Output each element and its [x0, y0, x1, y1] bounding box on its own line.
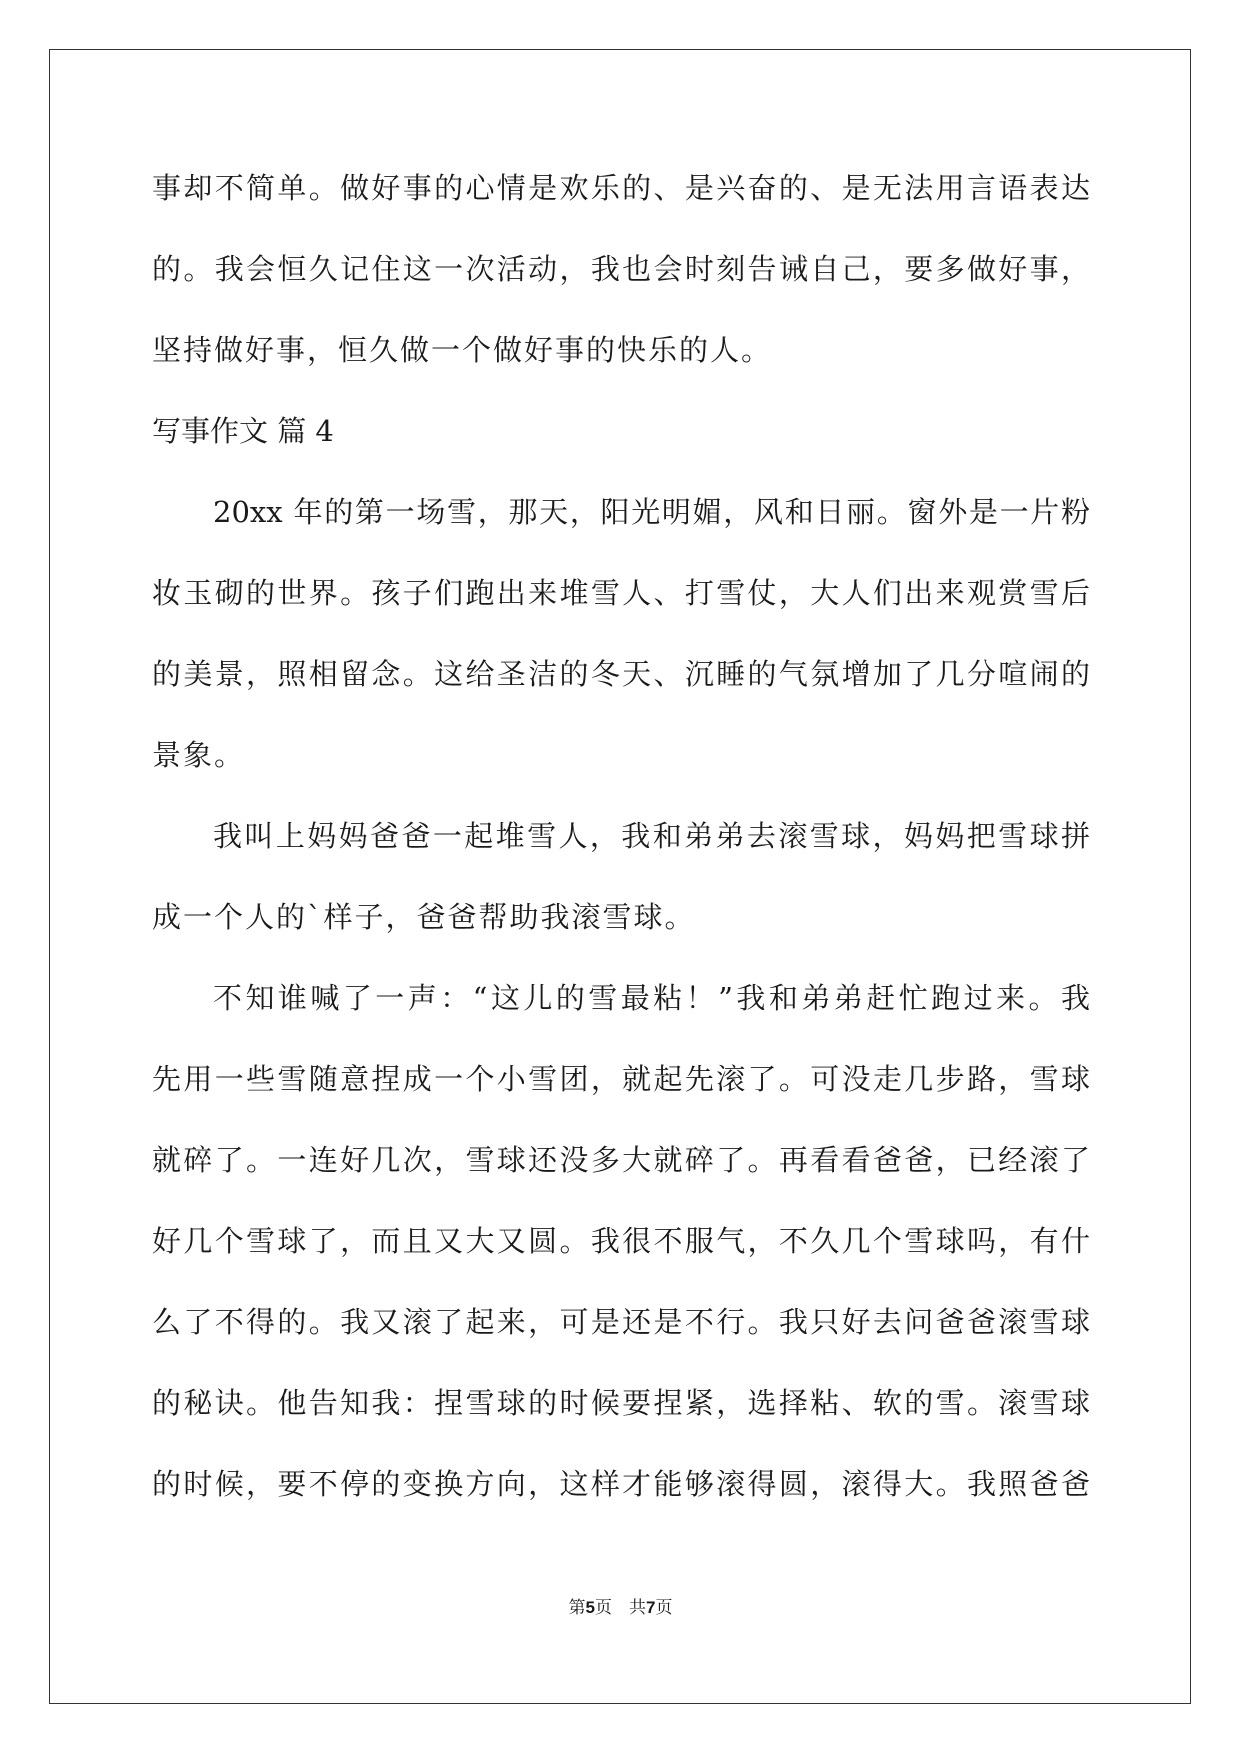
page-border	[49, 49, 1191, 1704]
footer-middle: 页 共	[595, 1598, 646, 1618]
footer-prefix: 第	[568, 1598, 586, 1618]
paragraph-line: 先用一些雪随意捏成一个小雪团，就起先滚了。可没走几步路，雪球	[152, 1062, 1090, 1096]
footer-suffix: 页	[655, 1598, 673, 1618]
section-heading: 写事作文 篇 4	[152, 414, 334, 448]
paragraph-line: 么了不得的。我又滚了起来，可是还是不行。我只好去问爸爸滚雪球	[152, 1305, 1090, 1339]
paragraph-line: 的秘诀。他告知我：捏雪球的时候要捏紧，选择粘、软的雪。滚雪球	[152, 1386, 1090, 1420]
paragraph-line: 的美景，照相留念。这给圣洁的冬天、沉睡的气氛增加了几分喧闹的	[152, 657, 1090, 691]
paragraph-line: 景象。	[152, 738, 246, 772]
paragraph-line: 20xx 年的第一场雪，那天，阳光明媚，风和日丽。窗外是一片粉	[213, 495, 1090, 529]
current-page-number: 5	[585, 1598, 595, 1617]
page-footer	[0, 1596, 1241, 1620]
paragraph-line: 的时候，要不停的变换方向，这样才能够滚得圆，滚得大。我照爸爸	[152, 1467, 1090, 1501]
paragraph-line: 妆玉砌的世界。孩子们跑出来堆雪人、打雪仗，大人们出来观赏雪后	[152, 576, 1090, 610]
paragraph-line: 就碎了。一连好几次，雪球还没多大就碎了。再看看爸爸，已经滚了	[152, 1143, 1090, 1177]
total-pages-number: 7	[646, 1598, 656, 1617]
paragraph-line: 坚持做好事，恒久做一个做好事的快乐的人。	[152, 333, 773, 367]
paragraph-line: 成一个人的`样子，爸爸帮助我滚雪球。	[152, 900, 696, 934]
paragraph-line: 好几个雪球了，而且又大又圆。我很不服气，不久几个雪球吗，有什	[152, 1224, 1090, 1258]
paragraph-line: 事却不简单。做好事的心情是欢乐的、是兴奋的、是无法用言语表达	[152, 171, 1090, 205]
paragraph-line: 的。我会恒久记住这一次活动，我也会时刻告诫自己，要多做好事，	[152, 252, 1090, 286]
paragraph-line: 我叫上妈妈爸爸一起堆雪人，我和弟弟去滚雪球，妈妈把雪球拼	[213, 819, 1090, 853]
paragraph-line: 不知谁喊了一声：“这儿的雪最粘！”我和弟弟赶忙跑过来。我	[213, 981, 1090, 1015]
